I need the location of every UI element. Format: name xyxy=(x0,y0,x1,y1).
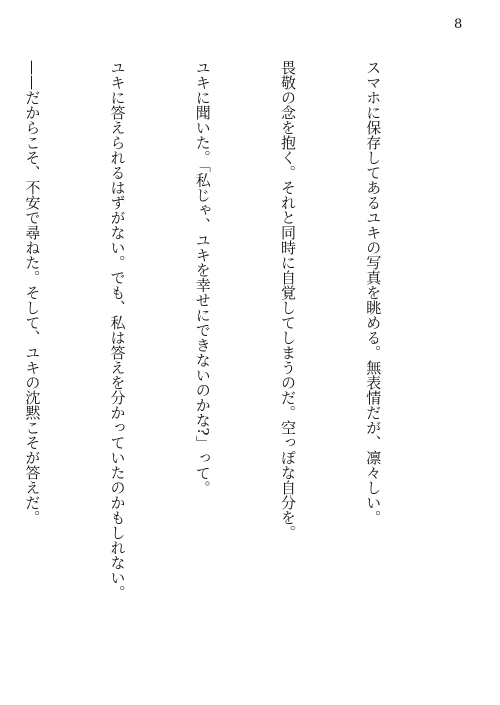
text-line: ユキに答えられるはずがない。でも、私は答えを分かっていたのかもしれない。 xyxy=(108,60,127,600)
text-line: スマホに保存してあるユキの写真を眺める。無表情だが、凛々しい。 xyxy=(364,60,383,525)
text-line: ——だからこそ、不安で尋ねた。そして、ユキの沈黙こそが答えだ。 xyxy=(23,60,42,525)
text-line: 畏敬の念を抱く。それと同時に自覚してしまうのだ。空っぽな自分を。 xyxy=(278,60,297,540)
text-line: ユキに聞いた。「私じゃ、ユキを幸せにできないのかな?」って。 xyxy=(193,60,212,496)
body-text xyxy=(23,60,444,660)
page-number: 8 xyxy=(454,17,463,32)
